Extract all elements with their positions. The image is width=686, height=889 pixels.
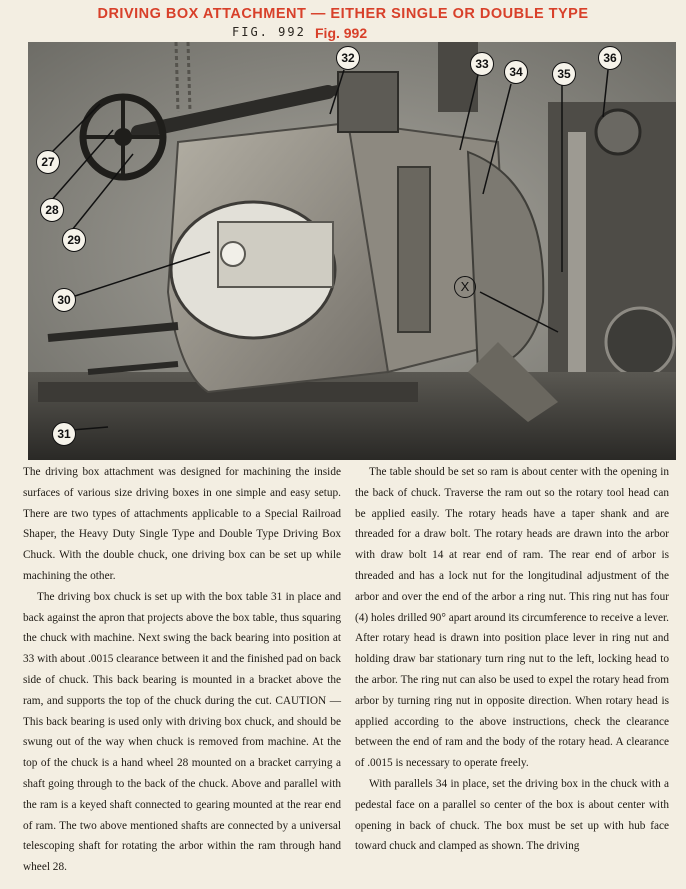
callout-x-mark: X <box>454 276 476 298</box>
callout-33: 33 <box>470 52 494 76</box>
callout-31: 31 <box>52 422 76 446</box>
callout-36: 36 <box>598 46 622 70</box>
machine-photograph <box>28 42 676 460</box>
figure-number-handwritten: FIG. 992 <box>232 25 306 39</box>
callout-30: 30 <box>52 288 76 312</box>
paragraph: With parallels 34 in place, set the driving box in the chuck with a pedestal face on a parallel so center of the box is about center with opening in back of chuck. The box must be set up with hub face toward chuck and clamped as shown. The driving <box>355 777 669 853</box>
callout-34: 34 <box>504 60 528 84</box>
paragraph: The driving box attachment was designed for machining the inside surfaces of various size driving boxes in one simple and easy setup. There are two types of attachments applicable to a Special Railroad Shaper, the Heavy Duty Single Type and Double Type Driving Box Chuck. With the double chuck, one driving box can be set up while machining the other. <box>23 466 341 582</box>
callout-32: 32 <box>336 46 360 70</box>
page-title: DRIVING BOX ATTACHMENT — EITHER SINGLE OR DOUBLE TYPE <box>97 6 589 22</box>
callout-29: 29 <box>62 228 86 252</box>
machine-illustration <box>28 42 676 460</box>
paragraph: The table should be set so ram is about center with the opening in the back of chuck. Traverse the ram out so the rotary tool head can be applied easily. The rotary heads have a taper shank and are threaded for a draw bolt. The rotary heads are drawn into the arbor with draw bolt 14 at rear end of ram. The rear end of arbor is threaded and has a lock nut for the longitudinal adjustment of the arbor and over the end of the arbor a ring nut. This ring nut has four (4) holes drilled 90° apart around its circumference to receive a lever. After rotary head is drawn into position place lever in ring nut and holding draw bar stationary turn ring nut to the left, locking head to the arbor. The ring nut can also be used to expel the rotary head from arbor by turning ring nut in opposite direction. When rotary head is applied according to the above instructions, check the clearance between the end of ram and the body of the rotary head. A clearance of .0015 is necessary to operate freely. <box>355 466 669 770</box>
paragraph: The driving box chuck is set up with the box table 31 in place and back against the apron that projects above the box table, thus squaring the chuck with machine. Next swing the back bearing into position at 33 with about .0015 clearance between it and the finished pad on back side of chuck. This back bearing is mounted in a bracket above the ram, and supports the top of the chuck during the cut. CAUTION — This back bearing is used only with driving box chuck, and should be swung out of the way when chuck is removed from machine. At the top of the chuck is a hand wheel 28 mounted on a bracket carrying a shaft going through to the back of the chuck. Above and parallel with the ram is a keyed shaft connected to gearing mounted at the rear end of ram. The two above mentioned shafts are connected by a universal telescoping shaft for rotating the arbor within the ram through hand wheel 28. <box>23 590 341 874</box>
body-column-left <box>23 462 341 878</box>
figure-number: Fig. 992 <box>315 25 368 41</box>
body-column-right <box>355 462 669 857</box>
callout-35: 35 <box>552 62 576 86</box>
callout-27: 27 <box>36 150 60 174</box>
callout-28: 28 <box>40 198 64 222</box>
